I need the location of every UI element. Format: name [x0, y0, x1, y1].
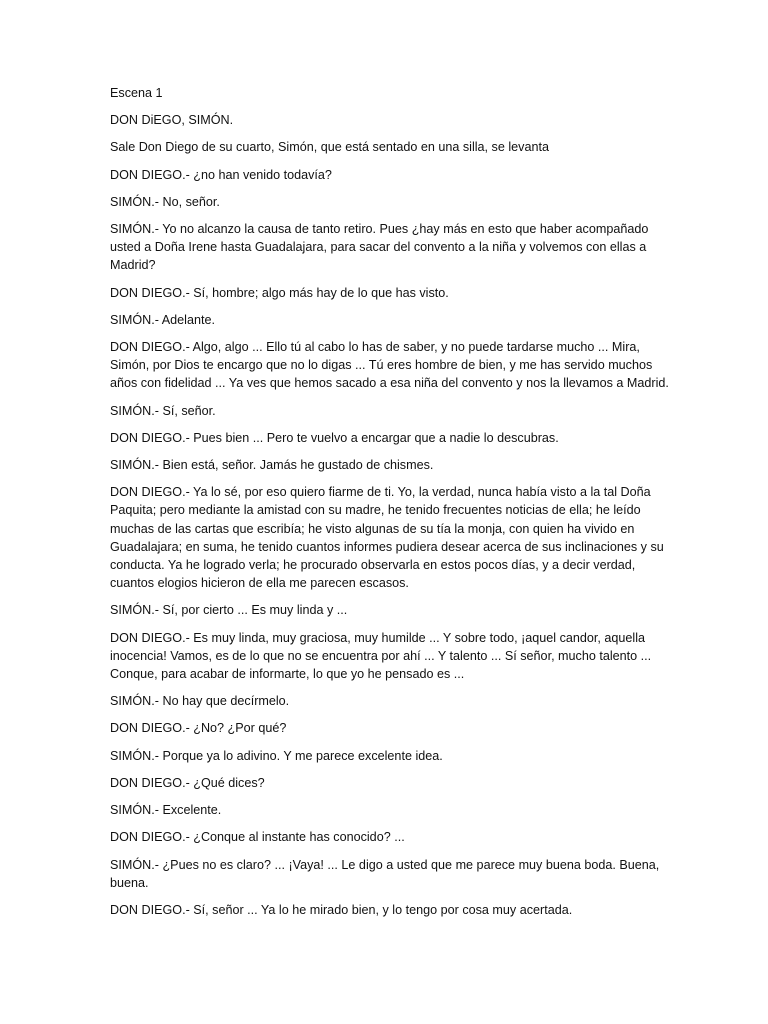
dialogue-line: DON DIEGO.- Pues bien ... Pero te vuelvo a encargar que a nadie lo descubras. [110, 430, 559, 445]
dialogue-line: SIMÓN.- Bien está, señor. Jamás he gustado de chismes. [110, 458, 434, 473]
dialogue-line: DON DIEGO.- Ya lo sé, por eso quiero fiarme de ti. Yo, la verdad, nunca había visto a la tal Doña Paquita; pero mediante la amistad con su madre, he tenido frecuentes noticias de ella; he leído muchas de las cartas que escribía; he visto algunas de su tía la monja, con quien ha vivido en Guadalajara; en suma, he tenido cuantos informes pudiera desear acerca de sus inclinaciones y su conducta. Ya he logrado verla; he procurado observarla en estos pocos días, y a decir verdad, cuantos elogios hicieron de ella me parecen escasos. [110, 485, 664, 591]
dialogue-line: DON DIEGO.- Es muy linda, muy graciosa, muy humilde ... Y sobre todo, ¡aquel candor, aquella inocencia! Vamos, es de lo que no se encuentra por ahí ... Y talento ... Sí señor, mucho talento ... Conque, para acabar de informarte, lo que yo he pensado es ... [110, 630, 652, 682]
dialogue-line: SIMÓN.- Sí, señor. [110, 403, 216, 418]
stage-direction: Sale Don Diego de su cuarto, Simón, que está sentado en una silla, se levanta [110, 140, 549, 155]
dialogue-line: SIMÓN.- Adelante. [110, 312, 215, 327]
scene-title: Escena 1 [110, 86, 163, 100]
dialogue-line: DON DIEGO.- ¿no han venido todavía? [110, 167, 332, 182]
dialogue-line: DON DIEGO.- Sí, hombre; algo más hay de lo que has visto. [110, 285, 449, 300]
dialogue-line: SIMÓN.- No hay que decírmelo. [110, 694, 290, 709]
dialogue-line: SIMÓN.- Porque ya lo adivino. Y me parece excelente idea. [110, 748, 443, 763]
document-page [110, 84, 670, 928]
dialogue-line: DON DIEGO.- Sí, señor ... Ya lo he mirado bien, y lo tengo por cosa muy acertada. [110, 902, 573, 917]
dialogue-line: DON DIEGO.- ¿Conque al instante has conocido? ... [110, 830, 405, 845]
dialogue-line: SIMÓN.- Yo no alcanzo la causa de tanto retiro. Pues ¿hay más en esto que haber acompañado usted a Doña Irene hasta Guadalajara, para sacar del convento a la niña y volvemos con ellas a Madrid? [110, 222, 649, 273]
dialogue-line: DON DIEGO.- Algo, algo ... Ello tú al cabo lo has de saber, y no puede tardarse mucho ... Mira, Simón, por Dios te encargo que no lo digas ... Tú eres hombre de bien, y me has servido muchos años con fidelidad ... Ya ves que hemos sacado a esa niña del convento y nos la llevamos a Madrid. [110, 340, 669, 391]
character-list: DON DiEGO, SIMÓN. [110, 113, 234, 128]
dialogue-line: SIMÓN.- Sí, por cierto ... Es muy linda y ... [110, 603, 348, 618]
dialogue-line: DON DIEGO.- ¿Qué dices? [110, 775, 265, 790]
dialogue-line: SIMÓN.- No, señor. [110, 194, 220, 209]
dialogue-line: SIMÓN.- Excelente. [110, 803, 222, 818]
dialogue-line: SIMÓN.- ¿Pues no es claro? ... ¡Vaya! ... Le digo a usted que me parece muy buena boda. Buena, buena. [110, 857, 660, 890]
dialogue-line: DON DIEGO.- ¿No? ¿Por qué? [110, 721, 287, 736]
